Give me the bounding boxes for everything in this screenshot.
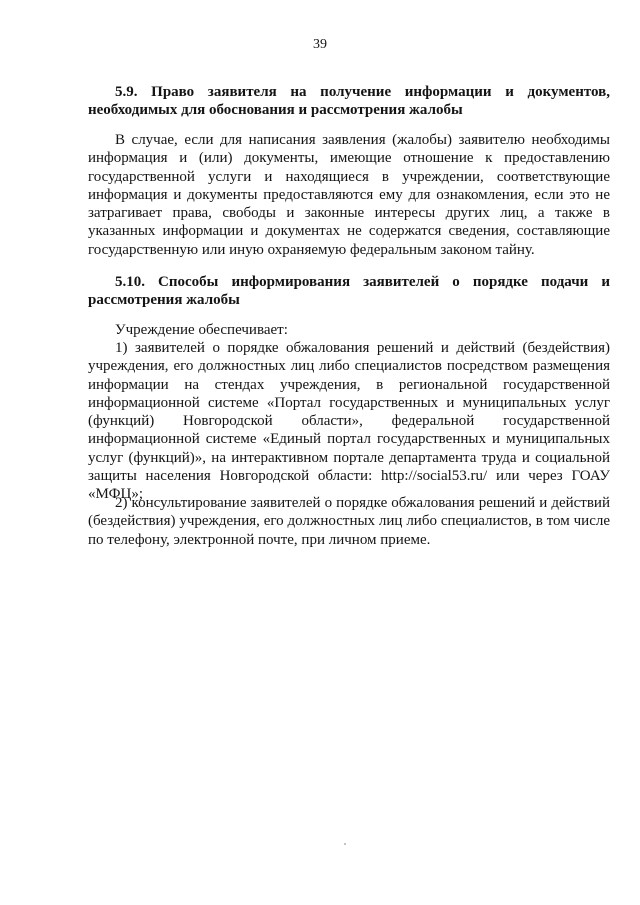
- section-5-10-item-1: 1) заявителей о порядке обжалования решений и действий (бездействия) учреждения, его должностных лиц либо специалистов посредством размещения информации на стендах учреждения, в региональной государственной информационной системе «Портал государственных и муниципальных услуг (функций) Новгородской области», федеральной государственной информационной системе «Единый портал государственных и муниципальных услуг (функций)», на интерактивном портале департамента труда и социальной защиты населения Новгородской области: http://social53.ru/ или через ГОАУ «МФЦ»;: [88, 340, 610, 503]
- section-5-10-intro: Учреждение обеспечивает:: [115, 322, 288, 338]
- section-5-10-item-2: 2) консультирование заявителей о порядке обжалования решений и действий (бездействия) учреждения, его должностных лиц либо специалистов, в том числе по телефону, электронной почте, при личном приеме.: [88, 495, 610, 548]
- section-5-10-heading: 5.10. Способы информирования заявителей о порядке подачи и рассмотрения жалобы: [88, 274, 610, 308]
- page-number: 39: [313, 37, 327, 52]
- section-5-9-paragraph: В случае, если для написания заявления (жалобы) заявителю необходимы информация и (или) документы, имеющие отношение к предоставлению государственной услуги и находящиеся в учреждении, соответствующие информация и документы предоставляются ему для ознакомления, если это не затрагивает права, свободы и законные интересы других лиц, а также в указанных информации и документах не содержатся сведения, составляющие государственную или иную охраняемую федеральным законом тайну.: [88, 132, 610, 258]
- section-5-9-heading: 5.9. Право заявителя на получение информации и документов, необходимых для обоснования и рассмотрения жалобы: [88, 84, 610, 118]
- scan-speck: [344, 843, 346, 845]
